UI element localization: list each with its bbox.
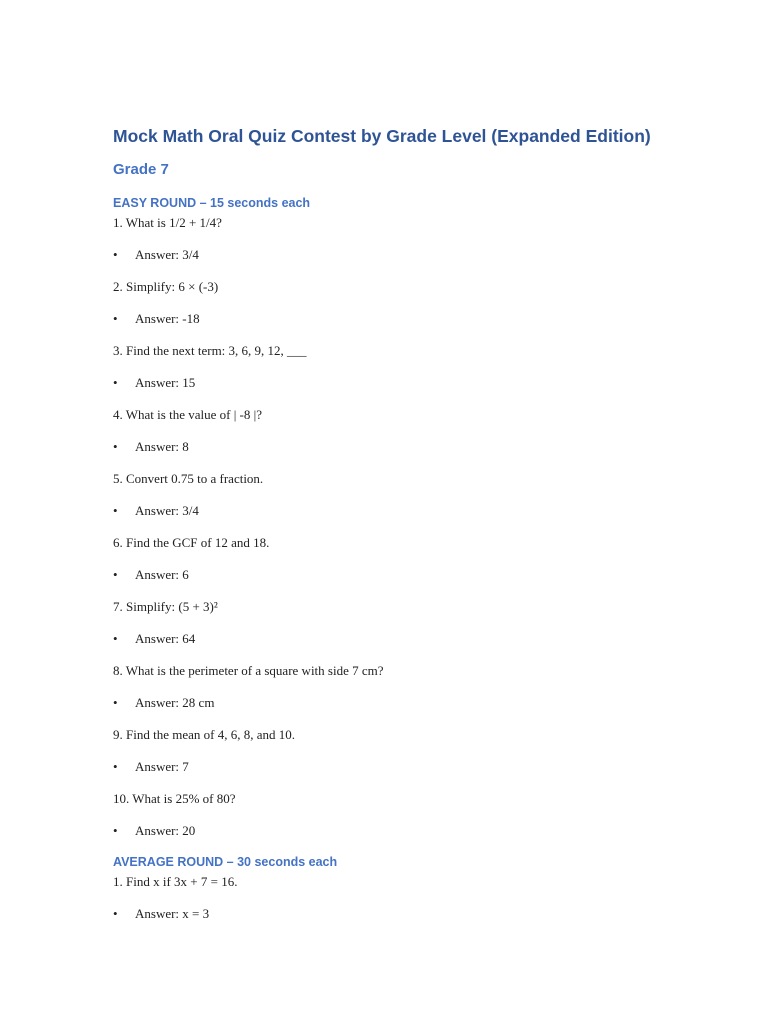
- answer-text: Answer: 6: [135, 567, 189, 582]
- bullet-icon: •: [113, 631, 118, 646]
- answer-text: Answer: 15: [135, 375, 196, 390]
- answer-text: Answer: -18: [135, 311, 200, 326]
- question-item: 7. Simplify: (5 + 3)²: [113, 599, 218, 614]
- answer-item: [113, 821, 713, 841]
- answer-item: [113, 309, 713, 329]
- answer-text: Answer: 3/4: [135, 503, 199, 518]
- answer-text: Answer: x = 3: [135, 906, 210, 921]
- question-item: 6. Find the GCF of 12 and 18.: [113, 535, 270, 550]
- answer-item: [113, 373, 713, 393]
- bullet-icon: •: [113, 375, 118, 390]
- answer-text: Answer: 64: [135, 631, 196, 646]
- answer-item: [113, 904, 713, 924]
- bullet-icon: •: [113, 906, 118, 921]
- answer-item: [113, 565, 713, 585]
- bullet-icon: •: [113, 695, 118, 710]
- question-item: 8. What is the perimeter of a square with side 7 cm?: [113, 663, 384, 678]
- bullet-icon: •: [113, 247, 118, 262]
- document-title: Mock Math Oral Quiz Contest by Grade Level (Expanded Edition): [113, 126, 651, 146]
- answer-text: Answer: 7: [135, 759, 189, 774]
- answer-text: Answer: 28 cm: [135, 695, 215, 710]
- easy-round-questions: [113, 213, 713, 841]
- round-heading-average: AVERAGE ROUND – 30 seconds each: [113, 855, 338, 869]
- question-item: 3. Find the next term: 3, 6, 9, 12, ___: [113, 343, 307, 358]
- answer-text: Answer: 3/4: [135, 247, 199, 262]
- bullet-icon: •: [113, 759, 118, 774]
- round-heading-easy: EASY ROUND – 15 seconds each: [113, 196, 311, 210]
- answer-item: [113, 693, 713, 713]
- question-item: 10. What is 25% of 80?: [113, 791, 236, 806]
- bullet-icon: •: [113, 567, 118, 582]
- question-item: 1. Find x if 3x + 7 = 16.: [113, 874, 238, 889]
- answer-text: Answer: 20: [135, 823, 196, 838]
- question-item: 4. What is the value of | -8 |?: [113, 407, 263, 422]
- question-item: 2. Simplify: 6 × (-3): [113, 279, 219, 294]
- average-round-questions: [113, 872, 713, 924]
- answer-item: [113, 629, 713, 649]
- question-item: 1. What is 1/2 + 1/4?: [113, 215, 222, 230]
- answer-item: [113, 245, 713, 265]
- answer-item: [113, 757, 713, 777]
- bullet-icon: •: [113, 823, 118, 838]
- question-item: 9. Find the mean of 4, 6, 8, and 10.: [113, 727, 295, 742]
- document-page: [113, 122, 713, 936]
- bullet-icon: •: [113, 439, 118, 454]
- grade-heading: Grade 7: [113, 161, 169, 178]
- answer-text: Answer: 8: [135, 439, 189, 454]
- answer-item: [113, 437, 713, 457]
- question-item: 5. Convert 0.75 to a fraction.: [113, 471, 264, 486]
- answer-item: [113, 501, 713, 521]
- bullet-icon: •: [113, 503, 118, 518]
- bullet-icon: •: [113, 311, 118, 326]
